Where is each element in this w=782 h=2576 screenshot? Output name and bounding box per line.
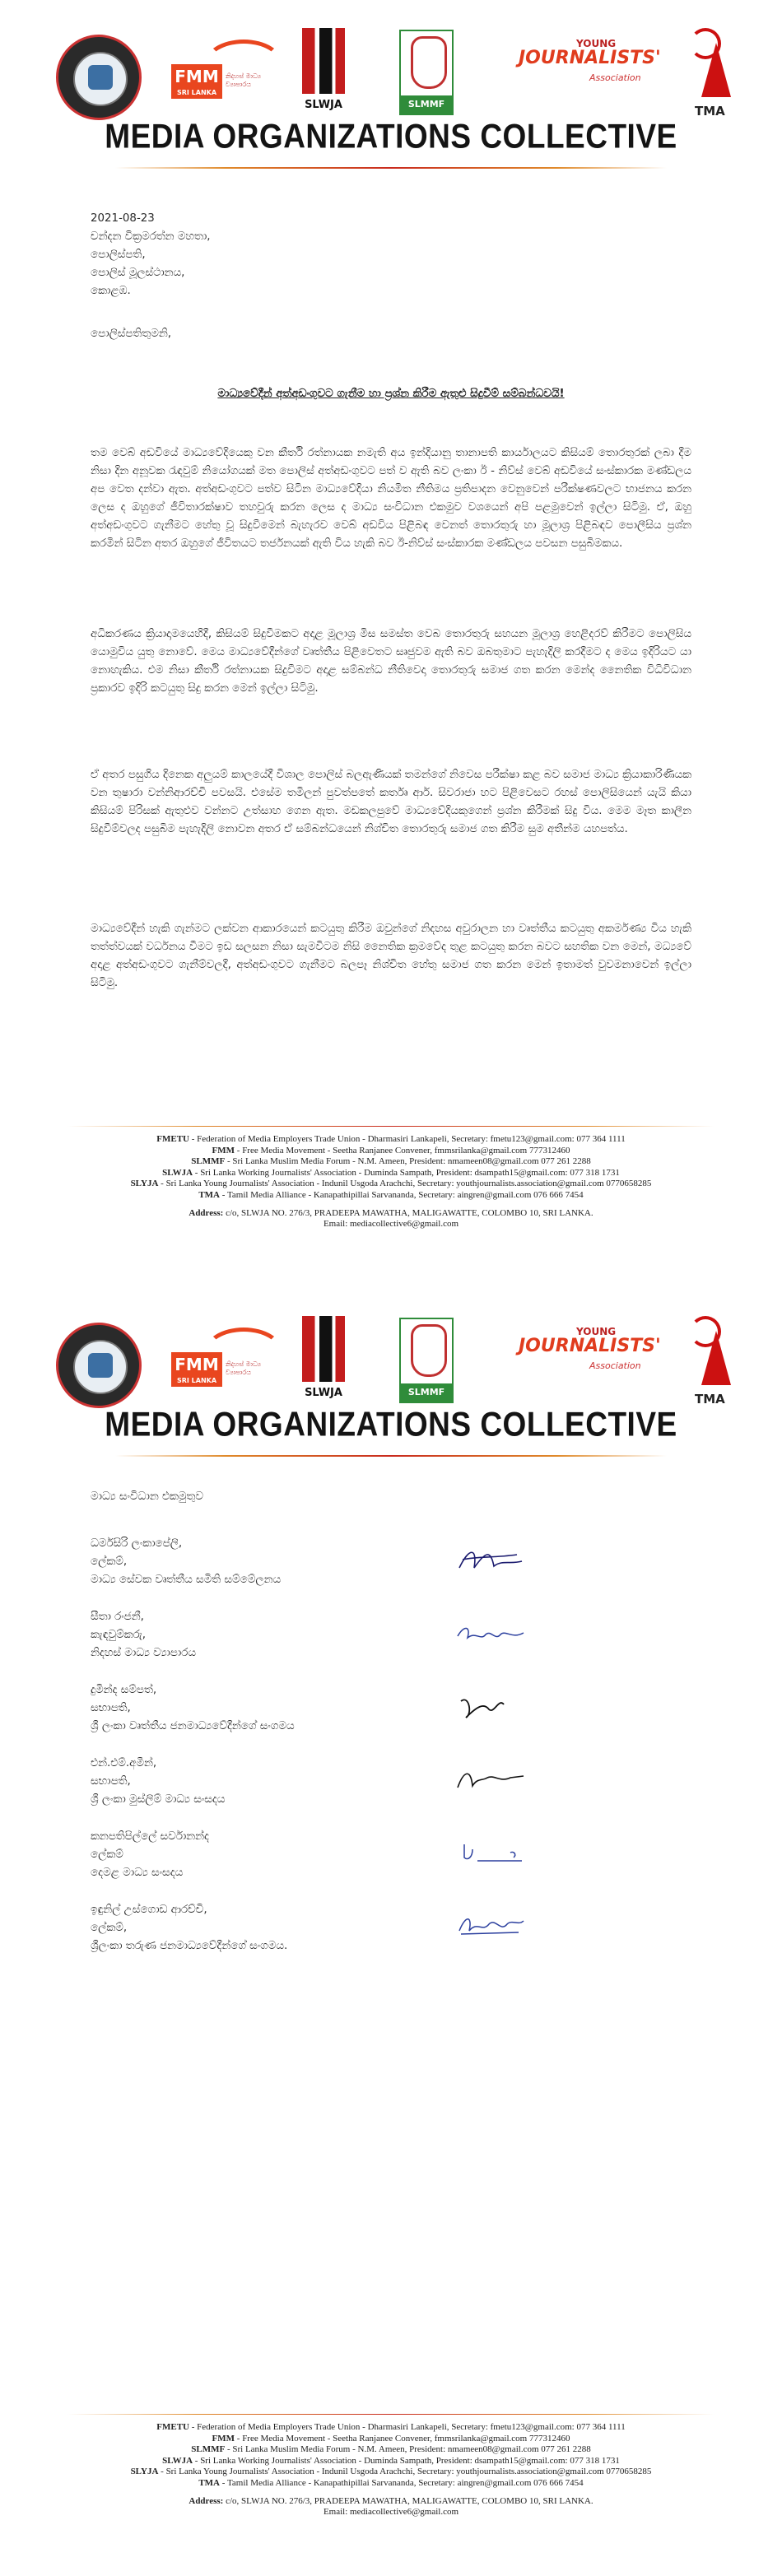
signer-title: සභාපති, xyxy=(91,1775,131,1788)
title-divider xyxy=(115,1455,667,1457)
recipient-line: කොළඹ. xyxy=(91,285,131,297)
signer-title: ලේකම්, xyxy=(91,1555,128,1568)
signer-organization: දෙමළ මාධ්‍ය සංසදය xyxy=(91,1867,184,1879)
letterhead-title: MEDIA ORGANIZATIONS COLLECTIVE xyxy=(105,117,677,156)
footer-line: SLWJA - Sri Lanka Working Journalists' Association - Duminda Sampath, President: dsampath15@gmail.com: 077 318 1731 xyxy=(162,1167,620,1178)
signer-organization: ශ්‍රී ලංකා වෘත්තීය ජනමාධ්‍යවේදීන්ගේ සංගමය xyxy=(91,1720,295,1732)
footer-address: Address: c/o, SLWJA NO. 276/3, PRADEEPA MAWATHA, MALIGAWATTE, COLOMBO 10, SRI LANKA. xyxy=(189,1207,593,1218)
letter-date: 2021-08-23 xyxy=(91,212,155,225)
yja-main-text: JOURNALISTS' xyxy=(519,48,661,68)
fmm-logo-text: FMM xyxy=(175,1355,219,1374)
fmetu-seal-icon xyxy=(56,1323,142,1408)
young-journalists-logo xyxy=(519,1326,661,1392)
salutation: පොලිස්පතිතුමනි, xyxy=(91,328,172,340)
slmmf-logo xyxy=(399,30,454,115)
fmm-logo xyxy=(171,1328,278,1400)
footer-line: SLYJA - Sri Lanka Young Journalists' Association - Indunil Usgoda Arachchi, Secretary: youthjournalists.association@gmail.com 0770658285 xyxy=(130,2467,652,2477)
logo-row xyxy=(33,28,749,125)
footer-line: FMETU - Federation of Media Employers Trade Union - Dharmasiri Lankapeli, Secretary: fmetu123@gmail.com: 077 364 1111 xyxy=(156,1134,626,1144)
footer-line: FMETU - Federation of Media Employers Trade Union - Dharmasiri Lankapeli, Secretary: fmetu123@gmail.com: 077 364 1111 xyxy=(156,2422,626,2432)
footer-line: TMA - Tamil Media Alliance - Kanapathipillai Sarvananda, Secretary: aingren@gmail.com 076 666 7454 xyxy=(198,2477,584,2488)
signature-image xyxy=(453,1690,527,1723)
signer-title: සභාපති, xyxy=(91,1702,131,1714)
yja-young-text: YOUNG xyxy=(576,1326,617,1337)
fmm-logo-tagline: නිදහස් මාධ්‍ය ව්‍යාපාරය xyxy=(226,1360,261,1376)
signer-organization: නිදහස් මාධ්‍ය ව්‍යාපාරය xyxy=(91,1647,196,1659)
young-journalists-logo xyxy=(519,38,661,104)
recipient-line: පොලිස් මූලස්ථානය, xyxy=(91,267,185,279)
logo-row xyxy=(33,1316,749,1413)
slwja-logo xyxy=(299,28,348,119)
footer-line: SLMMF - Sri Lanka Muslim Media Forum - N.M. Ameen, President: nmameen08@gmail.com 077 261 2288 xyxy=(191,1156,591,1167)
signer-name: ඉඳුනිල් උස්ගොඩ ආරච්චි, xyxy=(91,1904,207,1916)
signer-block xyxy=(91,1608,196,1662)
signer-organization: ශ්‍රීලංකා තරුණ ජනමාධ්‍යවේදීන්ගේ සංගමය. xyxy=(91,1940,288,1952)
footer-email[interactable]: Email: mediacollective6@gmail.com xyxy=(323,1219,459,1230)
fmm-logo xyxy=(171,40,278,112)
signer-name: ධර්මසිරි ලංකාපේලි, xyxy=(91,1537,183,1550)
letter-subject: මාධ්‍යවේදීන් අත්අඩංගුවට ගැනීම හා ප්‍රශ්න කිරීම ඇතුළු සිදුවීම් සම්බන්ධවයි! xyxy=(217,388,565,400)
footer xyxy=(0,2422,782,2518)
fmm-logo-subtext: SRI LANKA xyxy=(176,1377,217,1384)
signature-image xyxy=(453,1909,527,1942)
recipient-line: පොලිස්පති, xyxy=(91,249,146,261)
signer-organization: ශ්‍රී ලංකා මුස්ලිම් මාධ්‍ය සංසදය xyxy=(91,1793,226,1806)
signer-organization: මාධ්‍ය සේවක වෘත්තීය සමිති සම්මේලනය xyxy=(91,1574,282,1586)
footer-line: FMM - Free Media Movement - Seetha Ranjanee Convener, fmmsrilanka@gmail.com 777312460 xyxy=(212,2433,570,2443)
footer-line: SLYJA - Sri Lanka Young Journalists' Association - Indunil Usgoda Arachchi, Secretary: youthjournalists.association@gmail.com 0770658285 xyxy=(130,1179,652,1189)
slmmf-logo-text: SLMMF xyxy=(401,95,452,114)
fmm-logo-text: FMM xyxy=(175,67,219,86)
body-paragraph: මාධ්‍යවේදීන් හැකි ගැන්මට ලක්වන ආකාරයෙන් කටයුතු කිරීම ඔවුන්ගේ නිදහස අවුරාලන හා වෘත්තීය කටයුතු අකර්මණ්‍ය විය හැකි තත්ත්වයක් වර්ධනය වීමට ඉඩ සලසන නිසා සැමවිටම නිසි නෛතික ක්‍රමවේද තුළ කටයුතු කරන බවට සහතික වන මෙන්, මධ්‍යවේ අදාළ අත්අඩංගුවට ගැනීම්වලදී, අත්අඩංගුවට ගැනීමට බලපෑ නිශ්චිත හේතු සමාජ ගත කරන මෙන් ඉතාමත් වුවමනාවෙන් ඉල්ලා සිටිමු. xyxy=(91,923,691,990)
yja-assoc-text: Association xyxy=(589,72,641,83)
footer xyxy=(0,1134,782,1230)
footer-divider xyxy=(67,2414,715,2415)
letter-page-2 xyxy=(0,1288,782,2576)
slwja-logo-text: SLWJA xyxy=(305,1387,342,1399)
yja-young-text: YOUNG xyxy=(576,38,617,49)
footer-email[interactable]: Email: mediacollective6@gmail.com xyxy=(323,2507,459,2518)
signer-title: ලේකම් xyxy=(91,1848,123,1861)
title-divider xyxy=(115,167,667,169)
fmm-logo-tagline: නිදහස් මාධ්‍ය ව්‍යාපාරය xyxy=(226,72,261,88)
recipient-block xyxy=(91,228,691,300)
signer-name: කනපතිපිල්ලේ සර්වානන්ද xyxy=(91,1830,210,1843)
slmmf-logo xyxy=(399,1318,454,1403)
signer-name: එන්.එම්.අමීන්, xyxy=(91,1757,157,1769)
body-paragraph: තම වෙබ් අඩවියේ මාධ්‍යවේදියෙකු වන කීර්ති රත්නායක නමැති අය ඉන්දියානු තානාපති කාර්යාලයට කිසියම් තොරතුරක් ලබා දීම නිසා දින අනූවක රැඳවුම් නියෝගයක් මත පොලිස් අත්අඩංගුවට පත් ව ඇති බව ලංකා ඊ - නිව්ස් වෙබ් අඩවියේ සංස්කාරක මණ්ඩලය අප වෙත දන්වා ඇත. අත්අඩංගුවට පත්ව සිටින මාධ්‍යවේදියා නියමිත නීතිමය ප්‍රතිපාදන වෙනුවෙන් පරීක්ෂණවලට භාජනය කරන ලෙස ද ඔහුගේ ජීවිතාරක්ෂාව තහවුරු කරන ලෙස ද මාධ්‍ය සංවිධාන එකමුව වශයෙන් අපි පළමුවෙන් ඉල්ලා සිටිමු. ඒ, ඔහු අත්අඩංගුවට ගැනීමට හේතු වූ සිදුවීමෙන් බැහැරව වෙබ් අඩවිය පිළිබඳ වෙනත් තොරතුරු හා මූලාශ්‍ර පිළිබඳව පොලීසිය ප්‍රශ්න කරමින් සිටින අතර ඔහුගේ ජීවිතයට තර්ජනයක් ඇති විය හැකි බව ඊ-නිව්ස් සංස්කාරක මණ්ඩලය පවසන පසුබිමකය. xyxy=(91,447,691,551)
tma-logo-text: TMA xyxy=(695,104,725,119)
slwja-logo-text: SLWJA xyxy=(305,99,342,111)
tma-logo xyxy=(683,28,749,123)
signer-name: සීතා රංජනී, xyxy=(91,1611,144,1623)
recipient-line: චන්දන වික්‍රමරත්න මහතා, xyxy=(91,230,211,243)
fmm-logo-subtext: SRI LANKA xyxy=(176,89,217,96)
tma-logo xyxy=(683,1316,749,1411)
yja-assoc-text: Association xyxy=(589,1360,641,1371)
letterhead-title: MEDIA ORGANIZATIONS COLLECTIVE xyxy=(105,1405,677,1444)
footer-address: Address: c/o, SLWJA NO. 276/3, PRADEEPA MAWATHA, MALIGAWATTE, COLOMBO 10, SRI LANKA. xyxy=(189,2495,593,2506)
fmetu-seal-icon xyxy=(56,35,142,120)
footer-divider xyxy=(67,1126,715,1127)
yja-main-text: JOURNALISTS' xyxy=(519,1336,661,1356)
footer-line: SLWJA - Sri Lanka Working Journalists' Association - Duminda Sampath, President: dsampath15@gmail.com: 077 318 1731 xyxy=(162,2455,620,2466)
slwja-logo xyxy=(299,1316,348,1407)
signer-name: දුමින්ද සම්පත්, xyxy=(91,1684,157,1696)
body-paragraph: ඒ අතර පසුගිය දිනෙක අලුයම් කාලයේදී විශාල පොලිස් බලඇණියක් තමන්ගේ නිවෙස පරීක්ෂා කළ බව සමාජ මාධ්‍ය ක්‍රියාකාරිණියක වන තුෂාරා වන්නිආරච්චි පවසයි. එසේම තමිලන් පුවත්පතේ කර්තෘ ආර්. සිවරාජා හට පිළිවෙසට රහස් පොලිසියෙන් යැයි කියා කිසියම් පිරිසක් ඇතුළුව වන්නට උත්සාහ ගෙන ඇත. මඩකලපුවේ මාධ්‍යවේදියකුගෙන් ප්‍රශ්න කිරීමක් සිදු විය. මෙම මෑත කාලීන සිදුවීම්වලද පසුබිම පැහැදිලි නොවන අතර ඒ සම්බන්ධයෙන් නිශ්චිත තොරතුරු සමාජ ගත කිරීම සුම අතීන්ම යහපත්ය. xyxy=(91,769,691,836)
footer-line: SLMMF - Sri Lanka Muslim Media Forum - N.M. Ameen, President: nmameen08@gmail.com 077 261 2288 xyxy=(191,2444,591,2455)
signature-image xyxy=(453,1543,527,1576)
signer-block xyxy=(91,1535,281,1589)
signer-title: ලේකම්, xyxy=(91,1922,128,1934)
signature-image xyxy=(453,1616,527,1649)
body-paragraph: අධිකරණය ක්‍රියාදාමයෙහිදී, කිසියම් සිදුවීමකට අදාළ මූලාශ්‍ර මිස සමස්ත වෙබ තොරතුරු සහයන මූලාශ්‍ර හෙළිදරව් කිරීමට පොලිසිය යොමුවිය යුතු නොවේ. මෙය මාධ්‍යවේදීන්ගේ වෘත්තීය පිළිවෙතට සෘජුවම ඇති බව ඔබතුමාට පැහැදිලි කරදීමට ද මෙය ඉදිරියට යා නොහැකිය. එම නිසා කීර්ති රත්නායක සිදුවීමට අදාළ සම්බන්ධ නීතිවෙදා තොරතුරු සමාජ ගත කරන මෙන්ද නෛතික විධිවිධාන ප්‍රකාරව ඉදිරි කටයුතු සිදු කරන මෙන් ඉල්ලා සිටිමු. xyxy=(91,628,691,695)
signature-image xyxy=(453,1763,527,1796)
signer-block xyxy=(91,1755,225,1809)
signer-block xyxy=(91,1901,287,1955)
signature-image xyxy=(453,1836,527,1869)
signer-title: කැඳවුම්කරු, xyxy=(91,1629,147,1641)
signer-block xyxy=(91,1681,295,1736)
slmmf-logo-text: SLMMF xyxy=(401,1383,452,1402)
collective-intro: මාධ්‍ය සංවිධාන එකමුතුව xyxy=(91,1490,204,1503)
signer-block xyxy=(91,1828,209,1882)
footer-line: TMA - Tamil Media Alliance - Kanapathipillai Sarvananda, Secretary: aingren@gmail.com 076 666 7454 xyxy=(198,1189,584,1200)
footer-line: FMM - Free Media Movement - Seetha Ranjanee Convener, fmmsrilanka@gmail.com 777312460 xyxy=(212,1145,570,1155)
tma-logo-text: TMA xyxy=(695,1392,725,1407)
